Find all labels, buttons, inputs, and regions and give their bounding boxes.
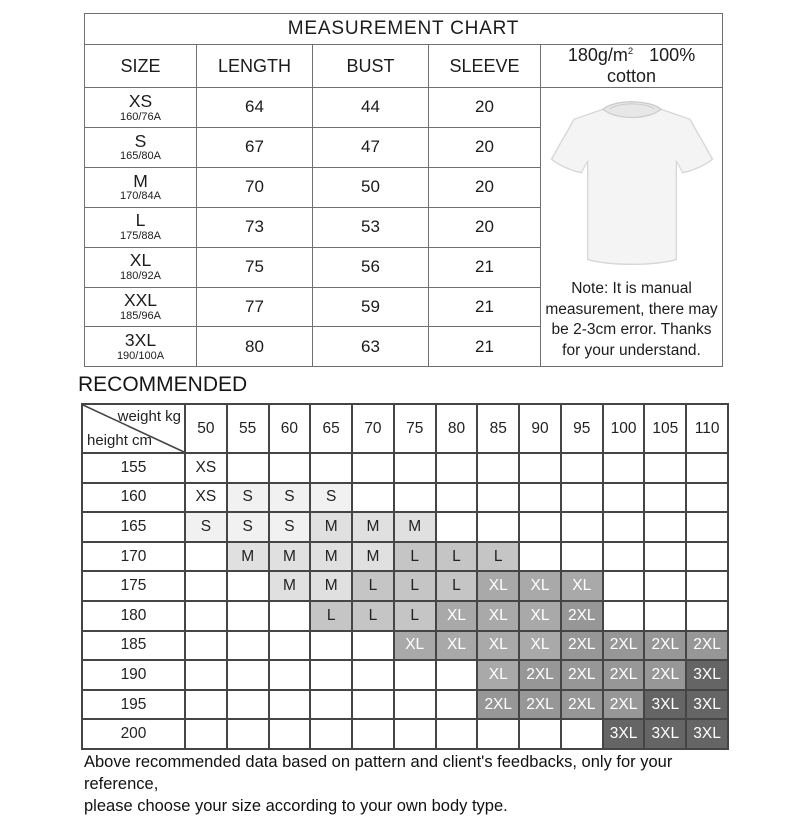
weight-header-50: 50	[185, 404, 227, 453]
recommended-empty-cell	[519, 719, 561, 749]
tshirt-image	[546, 90, 718, 278]
height-header-165: 165	[82, 512, 185, 542]
recommended-empty-cell	[436, 453, 478, 483]
recommended-header-row	[82, 404, 728, 453]
recommended-empty-cell	[561, 483, 603, 513]
recommended-empty-cell	[394, 483, 436, 513]
bust-value: 50	[313, 167, 429, 207]
recommended-size-cell: 3XL	[686, 660, 728, 690]
recommended-size-cell: 2XL	[603, 690, 645, 720]
recommended-empty-cell	[185, 542, 227, 572]
height-axis-label: height cm	[87, 432, 153, 449]
recommended-size-cell: 2XL	[519, 690, 561, 720]
bust-value: 44	[313, 88, 429, 128]
recommended-empty-cell	[603, 453, 645, 483]
recommended-size-cell: M	[269, 542, 311, 572]
fabric-material: 100% cotton	[606, 45, 696, 86]
recommended-size-cell: XL	[477, 631, 519, 661]
recommended-empty-cell	[519, 483, 561, 513]
measurement-chart-table	[84, 13, 723, 367]
weight-header-105: 105	[644, 404, 686, 453]
recommended-empty-cell	[603, 542, 645, 572]
recommended-empty-cell	[394, 719, 436, 749]
recommended-empty-cell	[519, 512, 561, 542]
recommended-size-cell: M	[227, 542, 269, 572]
sleeve-value: 21	[429, 247, 541, 287]
size-cell	[85, 127, 197, 167]
footer-line-2: please choose your size according to your own body type.	[84, 796, 508, 815]
measurement-note: Note: It is manual measurement, there may be 2-3cm error. Thanks for your understand.	[545, 280, 718, 359]
recommended-empty-cell	[227, 719, 269, 749]
bust-value: 47	[313, 127, 429, 167]
recommended-empty-cell	[269, 660, 311, 690]
size-spec: 190/100A	[116, 350, 165, 363]
recommended-empty-cell	[477, 512, 519, 542]
height-header-180: 180	[82, 601, 185, 631]
recommended-empty-cell	[436, 690, 478, 720]
recommended-size-cell: XL	[477, 601, 519, 631]
recommended-empty-cell	[227, 453, 269, 483]
matrix-corner-cell	[82, 404, 185, 453]
recommended-empty-cell	[561, 542, 603, 572]
size-spec: 160/76A	[120, 110, 161, 123]
size-spec: 180/92A	[120, 270, 161, 283]
recommended-empty-cell	[185, 631, 227, 661]
recommended-empty-cell	[436, 512, 478, 542]
weight-header-65: 65	[310, 404, 352, 453]
recommended-row-185	[82, 631, 728, 661]
recommended-size-cell: 2XL	[519, 660, 561, 690]
footer-line-1: Above recommended data based on pattern and client's feedbacks, only for your reference,	[84, 753, 673, 793]
recommended-size-cell: M	[352, 542, 394, 572]
weight-header-80: 80	[436, 404, 478, 453]
size-spec: 165/80A	[120, 150, 161, 163]
recommended-size-cell: L	[394, 542, 436, 572]
weight-header-70: 70	[352, 404, 394, 453]
recommended-empty-cell	[352, 690, 394, 720]
height-header-190: 190	[82, 660, 185, 690]
recommended-size-cell: S	[310, 483, 352, 513]
recommended-row-160	[82, 483, 728, 513]
recommended-empty-cell	[603, 571, 645, 601]
size-label: 3XL	[124, 330, 157, 351]
length-value: 64	[197, 88, 313, 128]
tshirt-note-cell	[541, 88, 723, 367]
recommended-empty-cell	[686, 542, 728, 572]
recommended-empty-cell	[227, 631, 269, 661]
recommended-empty-cell	[436, 719, 478, 749]
recommended-size-cell: 3XL	[603, 719, 645, 749]
size-label: XXL	[123, 290, 158, 311]
recommended-size-cell: S	[185, 512, 227, 542]
recommended-empty-cell	[269, 690, 311, 720]
col-header-bust: BUST	[313, 45, 429, 88]
recommended-empty-cell	[310, 660, 352, 690]
bust-value: 53	[313, 207, 429, 247]
recommended-empty-cell	[603, 483, 645, 513]
recommended-size-cell: XS	[185, 483, 227, 513]
recommended-empty-cell	[477, 483, 519, 513]
recommended-size-cell: L	[310, 601, 352, 631]
recommended-size-cell: 2XL	[644, 631, 686, 661]
length-value: 75	[197, 247, 313, 287]
recommended-empty-cell	[644, 542, 686, 572]
recommended-empty-cell	[185, 660, 227, 690]
size-cell	[85, 88, 197, 128]
size-spec: 185/96A	[120, 310, 161, 323]
size-spec: 175/88A	[120, 230, 161, 243]
recommended-size-cell: S	[269, 512, 311, 542]
recommended-size-cell: 2XL	[561, 631, 603, 661]
recommended-empty-cell	[227, 571, 269, 601]
size-cell	[85, 167, 197, 207]
recommended-title: RECOMMENDED	[78, 373, 248, 396]
length-value: 67	[197, 127, 313, 167]
size-cell	[85, 287, 197, 327]
recommended-empty-cell	[310, 690, 352, 720]
recommended-empty-cell	[477, 453, 519, 483]
recommended-size-cell: XL	[477, 660, 519, 690]
sleeve-value: 21	[429, 287, 541, 327]
recommended-size-cell: 3XL	[686, 719, 728, 749]
recommended-empty-cell	[269, 719, 311, 749]
recommended-size-cell: 2XL	[477, 690, 519, 720]
length-value: 80	[197, 327, 313, 367]
recommended-row-165	[82, 512, 728, 542]
recommended-size-cell: L	[352, 601, 394, 631]
recommended-empty-cell	[185, 719, 227, 749]
recommended-empty-cell	[394, 690, 436, 720]
recommended-row-180	[82, 601, 728, 631]
recommended-size-cell: XL	[519, 601, 561, 631]
measurement-chart-header-row	[85, 45, 723, 88]
recommended-empty-cell	[686, 453, 728, 483]
recommended-size-cell: 3XL	[644, 719, 686, 749]
recommended-empty-cell	[561, 512, 603, 542]
recommended-size-cell: S	[227, 512, 269, 542]
col-header-sleeve: SLEEVE	[429, 45, 541, 88]
height-header-155: 155	[82, 453, 185, 483]
recommended-empty-cell	[185, 601, 227, 631]
recommended-empty-cell	[686, 601, 728, 631]
size-label: S	[134, 130, 147, 151]
recommended-size-cell: 2XL	[603, 631, 645, 661]
recommended-size-cell: M	[310, 512, 352, 542]
recommended-empty-cell	[352, 660, 394, 690]
recommended-size-cell: M	[310, 571, 352, 601]
recommended-row-195	[82, 690, 728, 720]
recommended-empty-cell	[394, 453, 436, 483]
recommended-size-cell: L	[352, 571, 394, 601]
weight-header-95: 95	[561, 404, 603, 453]
fabric-cell	[541, 45, 723, 88]
measurement-chart-title: MEASUREMENT CHART	[85, 14, 723, 45]
recommended-size-cell: XS	[185, 453, 227, 483]
recommended-empty-cell	[436, 483, 478, 513]
footer-disclaimer	[84, 752, 746, 818]
col-header-size: SIZE	[85, 45, 197, 88]
recommended-empty-cell	[352, 453, 394, 483]
measurement-chart-title-row	[85, 14, 723, 45]
height-header-160: 160	[82, 483, 185, 513]
recommended-size-cell: M	[352, 512, 394, 542]
weight-header-75: 75	[394, 404, 436, 453]
recommended-size-cell: XL	[561, 571, 603, 601]
recommended-size-cell: 2XL	[686, 631, 728, 661]
recommended-size-cell: XL	[436, 601, 478, 631]
recommended-empty-cell	[644, 601, 686, 631]
recommended-empty-cell	[185, 690, 227, 720]
height-header-200: 200	[82, 719, 185, 749]
bust-value: 56	[313, 247, 429, 287]
recommended-empty-cell	[269, 631, 311, 661]
size-spec: 170/84A	[120, 190, 161, 203]
recommended-size-cell: XL	[436, 631, 478, 661]
recommended-size-cell: 2XL	[644, 660, 686, 690]
recommended-empty-cell	[561, 453, 603, 483]
recommended-size-cell: M	[269, 571, 311, 601]
recommended-size-cell: 2XL	[561, 690, 603, 720]
weight-axis-label: weight kg	[117, 408, 181, 425]
weight-header-100: 100	[603, 404, 645, 453]
bust-value: 63	[313, 327, 429, 367]
recommended-empty-cell	[644, 483, 686, 513]
measurement-row	[85, 88, 723, 128]
recommended-empty-cell	[352, 483, 394, 513]
recommended-size-cell: 2XL	[561, 601, 603, 631]
recommended-size-cell: M	[394, 512, 436, 542]
weight-header-55: 55	[227, 404, 269, 453]
recommended-empty-cell	[394, 660, 436, 690]
recommended-empty-cell	[644, 453, 686, 483]
recommended-size-cell: L	[436, 571, 478, 601]
height-header-195: 195	[82, 690, 185, 720]
size-label: L	[135, 210, 146, 231]
recommended-empty-cell	[227, 660, 269, 690]
recommended-table	[81, 403, 729, 750]
sleeve-value: 20	[429, 88, 541, 128]
height-header-175: 175	[82, 571, 185, 601]
recommended-row-170	[82, 542, 728, 572]
recommended-empty-cell	[436, 660, 478, 690]
recommended-empty-cell	[269, 601, 311, 631]
recommended-empty-cell	[603, 601, 645, 631]
recommended-empty-cell	[644, 571, 686, 601]
size-cell	[85, 207, 197, 247]
recommended-empty-cell	[227, 601, 269, 631]
recommended-empty-cell	[310, 453, 352, 483]
weight-header-110: 110	[686, 404, 728, 453]
fabric-weight: $180g/m^2$	[567, 45, 634, 65]
recommended-empty-cell	[269, 453, 311, 483]
size-label: XL	[129, 250, 152, 271]
recommended-empty-cell	[185, 571, 227, 601]
height-header-170: 170	[82, 542, 185, 572]
recommended-size-cell: 3XL	[686, 690, 728, 720]
recommended-empty-cell	[644, 512, 686, 542]
height-header-185: 185	[82, 631, 185, 661]
tshirt-note-content	[541, 88, 722, 366]
recommended-empty-cell	[477, 719, 519, 749]
recommended-empty-cell	[310, 631, 352, 661]
recommended-empty-cell	[227, 690, 269, 720]
sleeve-value: 21	[429, 327, 541, 367]
recommended-size-cell: XL	[394, 631, 436, 661]
recommended-size-cell: L	[394, 601, 436, 631]
recommended-row-190	[82, 660, 728, 690]
size-cell	[85, 327, 197, 367]
weight-header-85: 85	[477, 404, 519, 453]
length-value: 77	[197, 287, 313, 327]
recommended-size-cell: L	[436, 542, 478, 572]
size-label: XS	[128, 90, 153, 111]
recommended-size-cell: 3XL	[644, 690, 686, 720]
recommended-empty-cell	[352, 719, 394, 749]
length-value: 73	[197, 207, 313, 247]
size-cell	[85, 247, 197, 287]
recommended-empty-cell	[686, 483, 728, 513]
recommended-size-cell: XL	[477, 571, 519, 601]
recommended-empty-cell	[519, 542, 561, 572]
recommended-empty-cell	[603, 512, 645, 542]
sleeve-value: 20	[429, 207, 541, 247]
recommended-size-cell: XL	[519, 631, 561, 661]
recommended-size-cell: S	[227, 483, 269, 513]
sleeve-value: 20	[429, 127, 541, 167]
recommended-empty-cell	[561, 719, 603, 749]
recommended-size-cell: 2XL	[603, 660, 645, 690]
recommended-size-cell: XL	[519, 571, 561, 601]
recommended-empty-cell	[310, 719, 352, 749]
size-label: M	[133, 170, 148, 191]
recommended-row-200	[82, 719, 728, 749]
sleeve-value: 20	[429, 167, 541, 207]
weight-header-60: 60	[269, 404, 311, 453]
recommended-size-cell: M	[310, 542, 352, 572]
recommended-row-155	[82, 453, 728, 483]
recommended-size-cell: S	[269, 483, 311, 513]
length-value: 70	[197, 167, 313, 207]
recommended-size-cell: L	[477, 542, 519, 572]
weight-header-90: 90	[519, 404, 561, 453]
col-header-length: LENGTH	[197, 45, 313, 88]
recommended-row-175	[82, 571, 728, 601]
recommended-size-cell: L	[394, 571, 436, 601]
bust-value: 59	[313, 287, 429, 327]
recommended-empty-cell	[686, 571, 728, 601]
recommended-empty-cell	[519, 453, 561, 483]
recommended-empty-cell	[352, 631, 394, 661]
recommended-size-cell: 2XL	[561, 660, 603, 690]
recommended-empty-cell	[686, 512, 728, 542]
